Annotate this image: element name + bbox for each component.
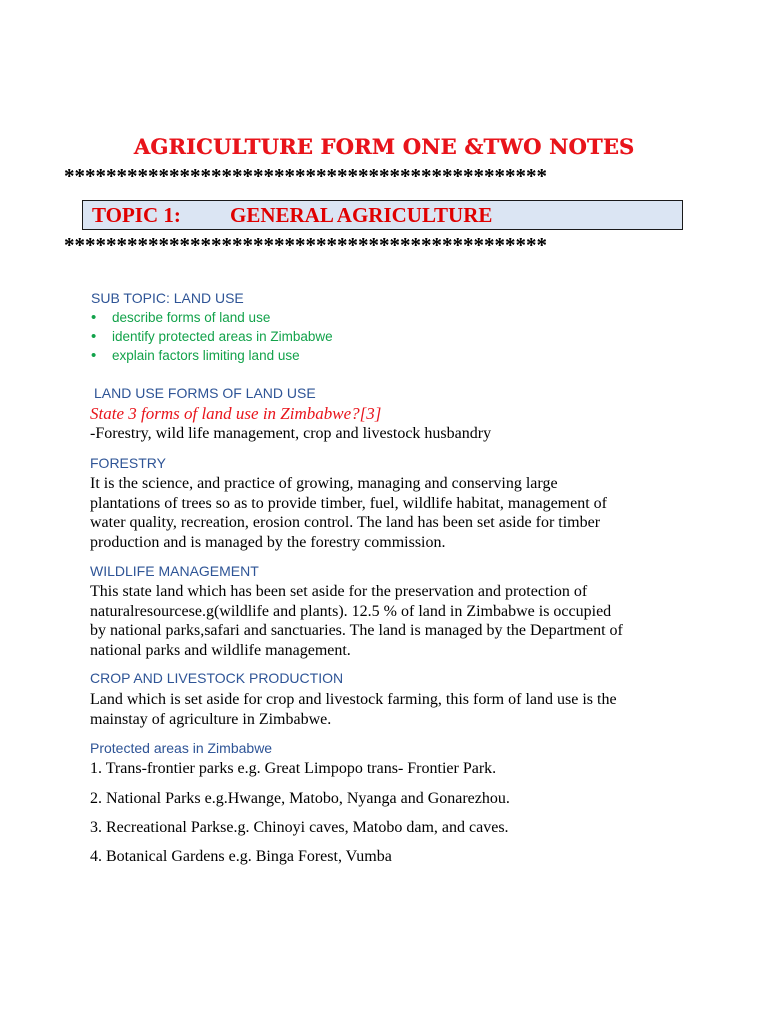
protected-heading: Protected areas in Zimbabwe bbox=[90, 740, 273, 756]
wildlife-heading: WILDLIFE MANAGEMENT bbox=[90, 563, 259, 579]
paragraph-line: mainstay of agriculture in Zimbabwe. bbox=[90, 710, 332, 728]
topic-box bbox=[82, 200, 683, 230]
list-item: 3. Recreational Parkse.g. Chinoyi caves, Matobo dam, and caves. bbox=[90, 819, 509, 836]
list-item: 4. Botanical Gardens e.g. Binga Forest, Vumba bbox=[90, 848, 392, 865]
question-text: State 3 forms of land use in Zimbabwe?[3] bbox=[90, 404, 382, 423]
paragraph-line: production and is managed by the forestry commission. bbox=[90, 533, 446, 551]
list-item: • describe forms of land use bbox=[91, 308, 333, 327]
paragraph-line: This state land which has been set aside for the preservation and protection of bbox=[90, 583, 588, 600]
star-divider-bottom: ********************************************** bbox=[64, 238, 547, 252]
subtopic-heading: SUB TOPIC: LAND USE bbox=[91, 290, 244, 306]
document-title: AGRICULTURE FORM ONE &TWO NOTES bbox=[133, 134, 635, 159]
forestry-paragraph bbox=[90, 474, 690, 552]
topic-label: TOPIC 1: bbox=[92, 203, 181, 227]
paragraph-line: plantations of trees so as to provide timber, fuel, wildlife habitat, management of bbox=[90, 494, 607, 512]
forestry-heading: FORESTRY bbox=[90, 455, 166, 471]
wildlife-paragraph bbox=[90, 582, 690, 660]
paragraph-line: water quality, recreation, erosion control. The land has been set aside for timber bbox=[90, 514, 601, 532]
crop-heading: CROP AND LIVESTOCK PRODUCTION bbox=[90, 670, 344, 686]
crop-paragraph bbox=[90, 690, 690, 729]
paragraph-line: naturalresourcese.g(wildlife and plants). 12.5 % of land in Zimbabwe is occupied bbox=[90, 602, 612, 620]
topic-name: GENERAL AGRICULTURE bbox=[230, 203, 493, 227]
list-item: • identify protected areas in Zimbabwe bbox=[91, 327, 333, 346]
answer-text: -Forestry, wild life management, crop and livestock husbandry bbox=[90, 425, 492, 442]
list-item: 2. National Parks e.g.Hwange, Matobo, Nyanga and Gonarezhou. bbox=[90, 790, 510, 807]
star-divider-top: ********************************************** bbox=[64, 169, 547, 183]
list-item: 1. Trans-frontier parks e.g. Great Limpopo trans- Frontier Park. bbox=[90, 760, 497, 777]
objectives-list bbox=[91, 308, 333, 365]
land-use-heading: LAND USE FORMS OF LAND USE bbox=[94, 385, 316, 401]
paragraph-line: national parks and wildlife management. bbox=[90, 641, 351, 659]
list-item: • explain factors limiting land use bbox=[91, 346, 333, 365]
paragraph-line: It is the science, and practice of growing, managing and conserving large bbox=[90, 475, 558, 492]
paragraph-line: by national parks,safari and sanctuaries. The land is managed by the Department of bbox=[90, 622, 623, 640]
paragraph-line: Land which is set aside for crop and livestock farming, this form of land use is the bbox=[90, 691, 617, 708]
